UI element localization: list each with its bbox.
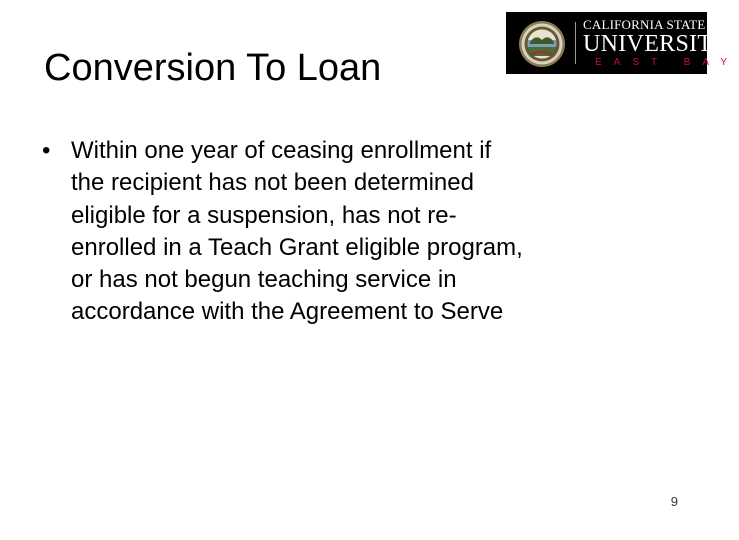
university-seal-icon — [518, 20, 566, 68]
bullet-text — [71, 135, 692, 329]
bullet-line: accordance with the Agreement to Serve — [71, 298, 504, 326]
bullet-line: the recipient has not been determined — [71, 169, 474, 197]
slide-title: Conversion To Loan — [44, 47, 382, 89]
bullet-line: Within one year of ceasing enrollment if — [71, 137, 492, 164]
logo-text-line3: EAST BAY — [595, 57, 739, 68]
university-logo — [506, 12, 739, 74]
bullet-item — [42, 135, 692, 329]
logo-text-line1: CALIFORNIA STATE — [583, 17, 706, 32]
bullet-line: enrolled in a Teach Grant eligible program, — [71, 233, 523, 261]
logo-text-line2: UNIVERSITY — [583, 31, 730, 57]
bullet-line: eligible for a suspension, has not re- — [71, 201, 457, 229]
logo-divider — [575, 22, 576, 64]
page-number: 9 — [670, 494, 678, 509]
bullet-list — [42, 135, 692, 329]
bullet-marker: • — [42, 137, 51, 164]
bullet-line: or has not begun teaching service in — [71, 266, 457, 294]
